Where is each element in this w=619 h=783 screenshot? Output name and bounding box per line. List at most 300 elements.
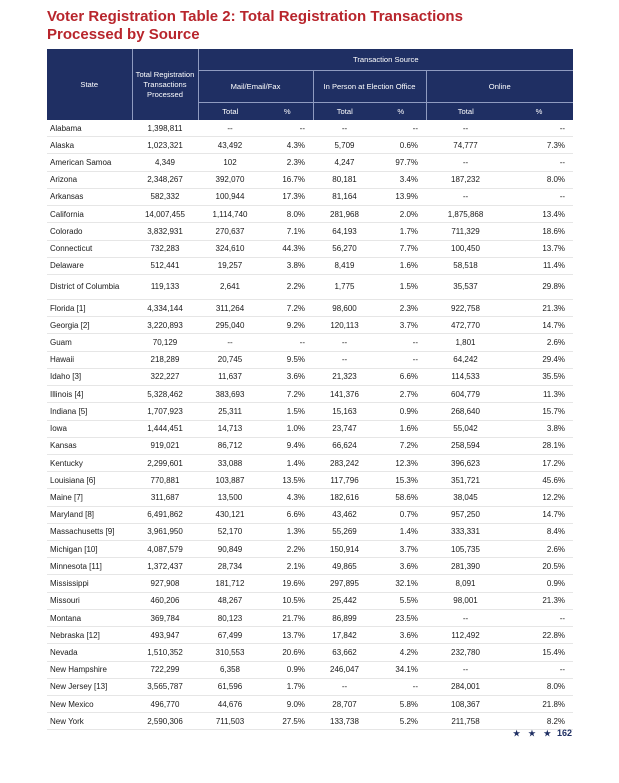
cell-online-total: 55,042 (426, 420, 505, 437)
page-number: 162 (556, 728, 572, 738)
cell-total: 3,961,950 (132, 523, 198, 540)
cell-online-total: 38,045 (426, 489, 505, 506)
cell-inperson-pct: -- (376, 120, 426, 137)
table-row (47, 334, 573, 351)
cell-state: New Jersey [13] (47, 678, 132, 695)
cell-inperson-total: 23,747 (313, 420, 376, 437)
cell-mail-total: 67,499 (198, 627, 262, 644)
cell-online-total: 268,640 (426, 403, 505, 420)
cell-mail-total: 103,887 (198, 472, 262, 489)
cell-inperson-total: 283,242 (313, 454, 376, 471)
cell-online-pct: 13.7% (505, 240, 573, 257)
cell-inperson-pct: 4.2% (376, 644, 426, 661)
cell-inperson-total: 66,624 (313, 437, 376, 454)
cell-total: 2,299,601 (132, 454, 198, 471)
registration-table (47, 49, 573, 730)
cell-mail-total: 86,712 (198, 437, 262, 454)
cell-mail-pct: -- (262, 334, 313, 351)
header-inperson-total: Total (313, 103, 376, 121)
cell-online-pct: -- (505, 120, 573, 137)
cell-online-total: 64,242 (426, 351, 505, 368)
table-row (47, 351, 573, 368)
cell-mail-pct: 3.6% (262, 368, 313, 385)
cell-online-total: 604,779 (426, 386, 505, 403)
cell-inperson-total: 120,113 (313, 317, 376, 334)
header-transaction-source: Transaction Source (198, 49, 573, 71)
cell-online-pct: 17.2% (505, 454, 573, 471)
cell-online-pct: 21.3% (505, 592, 573, 609)
cell-online-total: 472,770 (426, 317, 505, 334)
cell-mail-pct: 9.0% (262, 696, 313, 713)
cell-inperson-total: -- (313, 120, 376, 137)
cell-online-pct: 14.7% (505, 317, 573, 334)
cell-inperson-pct: 3.4% (376, 171, 426, 188)
table-row (47, 240, 573, 257)
cell-inperson-pct: 1.4% (376, 523, 426, 540)
table-row (47, 171, 573, 188)
cell-mail-pct: 1.7% (262, 678, 313, 695)
cell-mail-pct: 8.0% (262, 206, 313, 223)
cell-mail-total: 181,712 (198, 575, 262, 592)
cell-mail-total: 295,040 (198, 317, 262, 334)
cell-online-total: 98,001 (426, 592, 505, 609)
cell-online-pct: 15.4% (505, 644, 573, 661)
cell-online-total: 58,518 (426, 257, 505, 274)
cell-inperson-pct: 23.5% (376, 609, 426, 626)
cell-mail-total: 13,500 (198, 489, 262, 506)
cell-mail-pct: 2.3% (262, 154, 313, 171)
cell-state: Alabama (47, 120, 132, 137)
cell-online-total: 284,001 (426, 678, 505, 695)
cell-online-total: -- (426, 661, 505, 678)
cell-inperson-total: 25,442 (313, 592, 376, 609)
cell-inperson-pct: 7.7% (376, 240, 426, 257)
cell-inperson-pct: 0.7% (376, 506, 426, 523)
cell-online-pct: 35.5% (505, 368, 573, 385)
cell-mail-pct: 1.3% (262, 523, 313, 540)
cell-online-total: 351,721 (426, 472, 505, 489)
cell-mail-pct: 2.2% (262, 274, 313, 299)
cell-online-pct: -- (505, 661, 573, 678)
cell-inperson-pct: 6.6% (376, 368, 426, 385)
cell-total: 4,087,579 (132, 541, 198, 558)
cell-total: 322,227 (132, 368, 198, 385)
cell-total: 2,590,306 (132, 713, 198, 730)
cell-total: 14,007,455 (132, 206, 198, 223)
cell-mail-total: 48,267 (198, 592, 262, 609)
cell-online-pct: -- (505, 609, 573, 626)
cell-mail-pct: 0.9% (262, 661, 313, 678)
cell-mail-total: 430,121 (198, 506, 262, 523)
table-row (47, 609, 573, 626)
cell-state: Illinois [4] (47, 386, 132, 403)
table-row (47, 713, 573, 730)
cell-inperson-total: -- (313, 678, 376, 695)
cell-total: 369,784 (132, 609, 198, 626)
table-body (47, 120, 573, 730)
cell-mail-pct: 21.7% (262, 609, 313, 626)
cell-mail-total: 100,944 (198, 188, 262, 205)
cell-inperson-total: 80,181 (313, 171, 376, 188)
cell-state: California (47, 206, 132, 223)
cell-online-total: 105,735 (426, 541, 505, 558)
cell-mail-total: 14,713 (198, 420, 262, 437)
header-group-online: Online (426, 71, 573, 103)
cell-mail-total: 43,492 (198, 137, 262, 154)
table-row (47, 506, 573, 523)
cell-inperson-pct: 13.9% (376, 188, 426, 205)
table-row (47, 644, 573, 661)
cell-inperson-pct: 1.5% (376, 274, 426, 299)
cell-mail-pct: 44.3% (262, 240, 313, 257)
cell-mail-pct: 1.0% (262, 420, 313, 437)
cell-online-total: 74,777 (426, 137, 505, 154)
cell-online-pct: 8.2% (505, 713, 573, 730)
cell-inperson-pct: 1.6% (376, 257, 426, 274)
cell-total: 512,441 (132, 257, 198, 274)
cell-inperson-total: 86,899 (313, 609, 376, 626)
cell-mail-pct: 13.5% (262, 472, 313, 489)
cell-mail-total: 61,596 (198, 678, 262, 695)
table-row (47, 317, 573, 334)
cell-mail-total: -- (198, 120, 262, 137)
cell-online-pct: 22.8% (505, 627, 573, 644)
table-row (47, 137, 573, 154)
cell-inperson-total: 297,895 (313, 575, 376, 592)
cell-inperson-total: -- (313, 351, 376, 368)
cell-total: 927,908 (132, 575, 198, 592)
cell-online-total: 100,450 (426, 240, 505, 257)
cell-inperson-total: 182,616 (313, 489, 376, 506)
cell-total: 3,565,787 (132, 678, 198, 695)
table-row (47, 627, 573, 644)
cell-inperson-pct: 58.6% (376, 489, 426, 506)
cell-total: 119,133 (132, 274, 198, 299)
cell-total: 3,832,931 (132, 223, 198, 240)
cell-online-pct: 29.8% (505, 274, 573, 299)
cell-online-pct: 3.8% (505, 420, 573, 437)
cell-total: 493,947 (132, 627, 198, 644)
cell-inperson-pct: 5.5% (376, 592, 426, 609)
table-row (47, 489, 573, 506)
table-row (47, 403, 573, 420)
cell-mail-pct: 10.5% (262, 592, 313, 609)
cell-online-total: -- (426, 120, 505, 137)
cell-state: Connecticut (47, 240, 132, 257)
cell-inperson-total: 4,247 (313, 154, 376, 171)
cell-inperson-total: 63,662 (313, 644, 376, 661)
cell-mail-total: 11,637 (198, 368, 262, 385)
cell-mail-pct: 2.2% (262, 541, 313, 558)
cell-total: 218,289 (132, 351, 198, 368)
cell-total: 919,021 (132, 437, 198, 454)
cell-inperson-pct: -- (376, 678, 426, 695)
cell-inperson-total: -- (313, 334, 376, 351)
cell-state: Delaware (47, 257, 132, 274)
page-footer (513, 728, 572, 738)
cell-state: New Mexico (47, 696, 132, 713)
table-row (47, 437, 573, 454)
cell-mail-pct: 7.1% (262, 223, 313, 240)
cell-state: Georgia [2] (47, 317, 132, 334)
cell-mail-total: 324,610 (198, 240, 262, 257)
cell-mail-total: 102 (198, 154, 262, 171)
cell-online-total: 396,623 (426, 454, 505, 471)
cell-online-pct: 20.5% (505, 558, 573, 575)
cell-total: 5,328,462 (132, 386, 198, 403)
cell-inperson-total: 1,775 (313, 274, 376, 299)
cell-inperson-total: 21,323 (313, 368, 376, 385)
cell-inperson-pct: 5.8% (376, 696, 426, 713)
cell-state: New Hampshire (47, 661, 132, 678)
cell-mail-total: 25,311 (198, 403, 262, 420)
cell-mail-total: 90,849 (198, 541, 262, 558)
cell-state: American Samoa (47, 154, 132, 171)
cell-total: 6,491,862 (132, 506, 198, 523)
table-row (47, 523, 573, 540)
star-icon: ★ ★ ★ (513, 728, 554, 738)
table-row (47, 206, 573, 223)
cell-online-pct: 8.0% (505, 678, 573, 695)
cell-total: 1,510,352 (132, 644, 198, 661)
cell-total: 311,687 (132, 489, 198, 506)
table-row (47, 257, 573, 274)
cell-mail-total: 392,070 (198, 171, 262, 188)
cell-state: Alaska (47, 137, 132, 154)
cell-inperson-pct: 5.2% (376, 713, 426, 730)
cell-inperson-pct: 0.6% (376, 137, 426, 154)
cell-mail-total: 19,257 (198, 257, 262, 274)
table-row (47, 454, 573, 471)
cell-online-pct: 11.4% (505, 257, 573, 274)
table-row (47, 368, 573, 385)
cell-online-pct: 7.3% (505, 137, 573, 154)
cell-total: 1,707,923 (132, 403, 198, 420)
cell-inperson-total: 141,376 (313, 386, 376, 403)
cell-total: 582,332 (132, 188, 198, 205)
cell-mail-total: 270,637 (198, 223, 262, 240)
cell-state: Arizona (47, 171, 132, 188)
cell-mail-pct: 17.3% (262, 188, 313, 205)
cell-inperson-pct: 12.3% (376, 454, 426, 471)
cell-inperson-pct: 3.7% (376, 317, 426, 334)
cell-online-total: 333,331 (426, 523, 505, 540)
cell-online-pct: 11.3% (505, 386, 573, 403)
table-row (47, 223, 573, 240)
cell-online-pct: 28.1% (505, 437, 573, 454)
cell-total: 2,348,267 (132, 171, 198, 188)
cell-inperson-pct: 3.6% (376, 558, 426, 575)
cell-inperson-total: 8,419 (313, 257, 376, 274)
cell-online-total: 8,091 (426, 575, 505, 592)
cell-mail-pct: 3.8% (262, 257, 313, 274)
cell-online-total: 211,758 (426, 713, 505, 730)
cell-state: New York (47, 713, 132, 730)
header-online-total: Total (426, 103, 505, 121)
cell-online-total: -- (426, 609, 505, 626)
cell-inperson-total: 49,865 (313, 558, 376, 575)
cell-inperson-pct: -- (376, 334, 426, 351)
cell-state: Nevada (47, 644, 132, 661)
cell-mail-total: 2,641 (198, 274, 262, 299)
table-row (47, 120, 573, 137)
header-group-mail: Mail/Email/Fax (198, 71, 313, 103)
cell-state: District of Columbia (47, 274, 132, 299)
table-row (47, 575, 573, 592)
cell-online-total: 258,594 (426, 437, 505, 454)
cell-online-pct: 21.8% (505, 696, 573, 713)
cell-state: Iowa (47, 420, 132, 437)
header-mail-pct: % (262, 103, 313, 121)
cell-inperson-pct: 15.3% (376, 472, 426, 489)
cell-state: Hawaii (47, 351, 132, 368)
cell-total: 70,129 (132, 334, 198, 351)
cell-online-pct: 2.6% (505, 541, 573, 558)
page-title (47, 8, 587, 44)
cell-online-total: 232,780 (426, 644, 505, 661)
cell-mail-total: -- (198, 334, 262, 351)
cell-total: 4,334,144 (132, 299, 198, 316)
cell-inperson-pct: 2.3% (376, 299, 426, 316)
cell-inperson-pct: 34.1% (376, 661, 426, 678)
cell-online-total: -- (426, 154, 505, 171)
cell-inperson-pct: 3.6% (376, 627, 426, 644)
cell-inperson-total: 43,462 (313, 506, 376, 523)
table-row (47, 592, 573, 609)
header-group-in-person: In Person at Election Office (313, 71, 426, 103)
cell-inperson-pct: 32.1% (376, 575, 426, 592)
cell-total: 1,023,321 (132, 137, 198, 154)
cell-online-pct: 18.6% (505, 223, 573, 240)
cell-state: Montana (47, 609, 132, 626)
table-row (47, 558, 573, 575)
cell-state: Nebraska [12] (47, 627, 132, 644)
cell-total: 1,444,451 (132, 420, 198, 437)
cell-inperson-total: 56,270 (313, 240, 376, 257)
cell-total: 770,881 (132, 472, 198, 489)
cell-mail-total: 310,553 (198, 644, 262, 661)
cell-online-pct: -- (505, 154, 573, 171)
cell-state: Colorado (47, 223, 132, 240)
cell-inperson-pct: 97.7% (376, 154, 426, 171)
cell-state: Florida [1] (47, 299, 132, 316)
cell-inperson-total: 98,600 (313, 299, 376, 316)
cell-online-total: 922,758 (426, 299, 505, 316)
cell-mail-pct: -- (262, 120, 313, 137)
cell-state: Idaho [3] (47, 368, 132, 385)
cell-online-pct: 0.9% (505, 575, 573, 592)
cell-inperson-total: 150,914 (313, 541, 376, 558)
cell-inperson-pct: 7.2% (376, 437, 426, 454)
cell-online-total: 112,492 (426, 627, 505, 644)
cell-state: Indiana [5] (47, 403, 132, 420)
cell-mail-pct: 2.1% (262, 558, 313, 575)
cell-state: Missouri (47, 592, 132, 609)
cell-inperson-total: 5,709 (313, 137, 376, 154)
cell-inperson-total: 133,738 (313, 713, 376, 730)
table-header (47, 49, 573, 120)
cell-inperson-total: 281,968 (313, 206, 376, 223)
table-row (47, 696, 573, 713)
cell-state: Kansas (47, 437, 132, 454)
header-mail-total: Total (198, 103, 262, 121)
cell-online-pct: 2.6% (505, 334, 573, 351)
cell-online-total: 35,537 (426, 274, 505, 299)
cell-inperson-total: 117,796 (313, 472, 376, 489)
cell-online-pct: 15.7% (505, 403, 573, 420)
cell-online-pct: 13.4% (505, 206, 573, 223)
cell-state: Michigan [10] (47, 541, 132, 558)
cell-mail-pct: 6.6% (262, 506, 313, 523)
cell-mail-total: 6,358 (198, 661, 262, 678)
cell-mail-pct: 27.5% (262, 713, 313, 730)
cell-online-pct: -- (505, 188, 573, 205)
cell-online-pct: 21.3% (505, 299, 573, 316)
table-row (47, 541, 573, 558)
cell-inperson-total: 246,047 (313, 661, 376, 678)
cell-mail-pct: 13.7% (262, 627, 313, 644)
table-row (47, 154, 573, 171)
cell-inperson-pct: 2.7% (376, 386, 426, 403)
cell-mail-pct: 4.3% (262, 137, 313, 154)
cell-online-pct: 8.0% (505, 171, 573, 188)
cell-mail-pct: 4.3% (262, 489, 313, 506)
cell-mail-pct: 7.2% (262, 299, 313, 316)
cell-inperson-pct: 1.7% (376, 223, 426, 240)
cell-mail-pct: 7.2% (262, 386, 313, 403)
title-line-2: Processed by Source (47, 26, 200, 43)
cell-mail-pct: 9.2% (262, 317, 313, 334)
cell-inperson-total: 15,163 (313, 403, 376, 420)
cell-mail-total: 33,088 (198, 454, 262, 471)
cell-total: 1,398,811 (132, 120, 198, 137)
cell-inperson-pct: -- (376, 351, 426, 368)
cell-inperson-total: 64,193 (313, 223, 376, 240)
cell-mail-total: 711,503 (198, 713, 262, 730)
cell-inperson-pct: 3.7% (376, 541, 426, 558)
cell-total: 1,372,437 (132, 558, 198, 575)
cell-inperson-total: 28,707 (313, 696, 376, 713)
cell-mail-total: 80,123 (198, 609, 262, 626)
cell-mail-total: 311,264 (198, 299, 262, 316)
cell-total: 460,206 (132, 592, 198, 609)
cell-state: Massachusetts [9] (47, 523, 132, 540)
cell-online-total: 114,533 (426, 368, 505, 385)
cell-inperson-total: 81,164 (313, 188, 376, 205)
cell-online-total: 187,232 (426, 171, 505, 188)
cell-inperson-total: 55,269 (313, 523, 376, 540)
cell-mail-total: 20,745 (198, 351, 262, 368)
table-row (47, 661, 573, 678)
cell-mail-total: 52,170 (198, 523, 262, 540)
cell-inperson-total: 17,842 (313, 627, 376, 644)
cell-online-total: -- (426, 188, 505, 205)
header-total: Total Registration Transactions Processed (132, 49, 198, 120)
cell-online-pct: 45.6% (505, 472, 573, 489)
header-online-pct: % (505, 103, 573, 121)
cell-state: Louisiana [6] (47, 472, 132, 489)
cell-total: 732,283 (132, 240, 198, 257)
cell-online-total: 711,329 (426, 223, 505, 240)
cell-mail-pct: 19.6% (262, 575, 313, 592)
cell-mail-total: 383,693 (198, 386, 262, 403)
cell-mail-pct: 1.5% (262, 403, 313, 420)
cell-state: Maine [7] (47, 489, 132, 506)
cell-online-total: 108,367 (426, 696, 505, 713)
cell-inperson-pct: 2.0% (376, 206, 426, 223)
table-row (47, 299, 573, 316)
table-row (47, 386, 573, 403)
